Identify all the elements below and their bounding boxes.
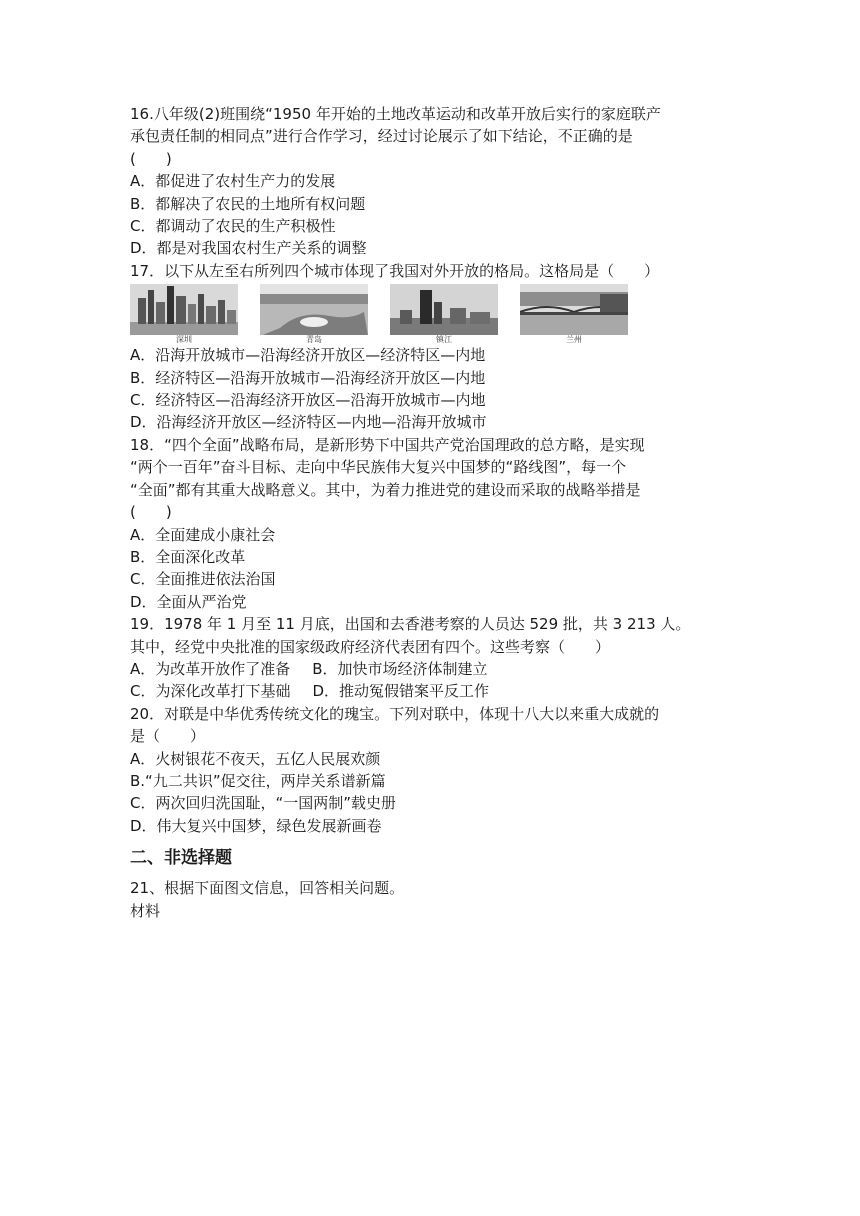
q18-option-a: A．全面建成小康社会 (130, 525, 276, 544)
q16-option-d: D．都是对我国农村生产关系的调整 (130, 239, 367, 258)
q16-stem-line1: 16.八年级(2)班围绕“1950 年开始的土地改革运动和改革开放后实行的家庭联产 (130, 105, 661, 123)
question-18 (130, 434, 730, 613)
q17-option-c: C．经济特区—沿海经济开放区—沿海开放城市—内地 (130, 391, 486, 410)
question-16 (130, 103, 730, 260)
exam-page (130, 103, 730, 922)
q16-option-a: A．都促进了农村生产力的发展 (130, 172, 336, 191)
city-tower-photo (390, 284, 498, 335)
q18-option-c: C．全面推进依法治国 (130, 570, 276, 589)
question-17 (130, 260, 730, 434)
photo-caption: 深圳 (176, 335, 192, 345)
q17-option-b: B．经济特区—沿海开放城市—沿海经济开放区—内地 (130, 368, 486, 387)
q16-option-b: B．都解决了农民的土地所有权问题 (130, 194, 366, 213)
coastal-city-photo (260, 284, 368, 335)
photo-shenzhen (130, 284, 238, 344)
q20-option-c: C．两次回归洗国耻，“一国两制”载史册 (130, 794, 397, 813)
q18-stem-line1: 18．“四个全面”战略布局，是新形势下中国共产党治国理政的总方略，是实现 (130, 435, 645, 454)
q16-stem-line2: 承包责任制的相同点”进行合作学习，经过讨论展示了如下结论，不正确的是 (130, 127, 633, 146)
q21-material-label: 材料 (130, 901, 161, 920)
q20-option-a: A．火树银花不夜天，五亿人民展欢颜 (130, 749, 381, 768)
q19-options-row2 (130, 680, 730, 702)
question-21 (130, 877, 730, 922)
photo-caption: 兰州 (566, 335, 582, 345)
q17-stem: 17．以下从左至右所列四个城市体现了我国对外开放的格局。这格局是（ ） (130, 261, 660, 280)
q19-option-d: D．推动冤假错案平反工作 (312, 682, 490, 701)
q21-stem: 21、根据下面图文信息，回答相关问题。 (130, 879, 405, 898)
q20-option-b: B.“九二共识”促交往，两岸关系谱新篇 (130, 771, 386, 790)
q19-stem-line2: 其中，经党中央批准的国家级政府经济代表团有四个。这些考察（ ） (130, 637, 611, 656)
q18-stem-line3: “全面”都有其重大战略意义。其中，为着力推进党的建设而采取的战略举措是 (130, 480, 641, 499)
photo-zhenjiang (390, 284, 498, 344)
q18-option-b: B．全面深化改革 (130, 547, 246, 566)
q16-answer-paren: ( ) (130, 149, 172, 168)
q19-option-c: C．为深化改革打下基础 (130, 682, 291, 701)
q18-answer-paren: ( ) (130, 503, 172, 522)
q17-option-a: A．沿海开放城市—沿海经济开放区—经济特区—内地 (130, 346, 486, 365)
question-19 (130, 613, 730, 703)
q20-stem-line2: 是（ ） (130, 727, 206, 746)
q18-option-d: D．全面从严治党 (130, 592, 247, 611)
q20-option-d: D．伟大复兴中国梦，绿色发展新画卷 (130, 816, 382, 835)
q19-option-b: B．加快市场经济体制建立 (312, 659, 488, 678)
river-bridge-photo (520, 284, 628, 335)
city-skyline-photo (130, 284, 238, 335)
q17-photo-strip (130, 284, 730, 344)
q19-options-row1 (130, 658, 730, 680)
photo-lanzhou (520, 284, 628, 344)
photo-caption: 青岛 (306, 335, 322, 345)
section-heading: 二、非选择题 (130, 848, 232, 869)
q20-stem-line1: 20．对联是中华优秀传统文化的瑰宝。下列对联中，体现十八大以来重大成就的 (130, 704, 660, 723)
photo-caption: 镇江 (436, 335, 452, 345)
q17-option-d: D．沿海经济开放区—经济特区—内地—沿海开放城市 (130, 413, 487, 432)
photo-qingdao (260, 284, 368, 344)
question-20 (130, 703, 730, 837)
q19-stem-line1: 19．1978 年 1 月至 11 月底，出国和去香港考察的人员达 529 批，共 3 213 人。 (130, 615, 691, 634)
q16-option-c: C．都调动了农民的生产积极性 (130, 217, 336, 236)
q19-option-a: A．为改革开放作了准备 (130, 659, 291, 678)
q18-stem-line2: “两个一百年”奋斗目标、走向中华民族伟大复兴中国梦的“路线图”，每一个 (130, 458, 627, 477)
